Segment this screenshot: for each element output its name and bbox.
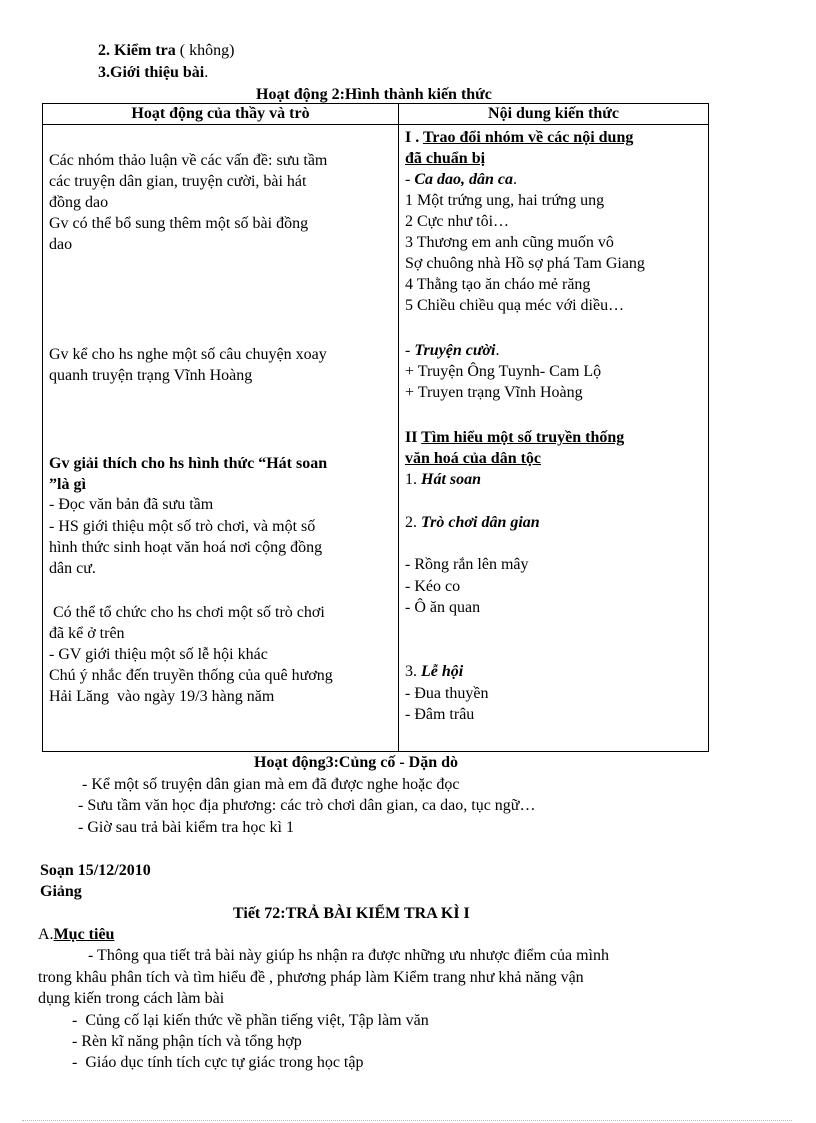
left-line: - GV giới thiệu một số lễ hội khác bbox=[49, 646, 268, 663]
soan-date: Soạn 15/12/2010 bbox=[40, 862, 151, 879]
left-line: ”là gì bbox=[49, 476, 86, 493]
le-hoi-heading bbox=[405, 661, 463, 682]
ca-dao-item: 1 Một trứng ung, hai trứng ung bbox=[405, 192, 605, 209]
left-line: dân cư. bbox=[49, 560, 96, 577]
truyen-cuoi-suffix: . bbox=[495, 342, 500, 359]
objective-bullet: - Củng cố lại kiến thức về phần tiếng việt, Tập làm văn bbox=[72, 1012, 429, 1029]
left-line: Chú ý nhắc đến truyền thống của quê hương bbox=[49, 667, 333, 684]
left-line: đã kể ở trên bbox=[49, 625, 125, 642]
intro-line bbox=[98, 62, 208, 83]
lesson-title: Tiết 72:TRẢ BÀI KIỂM TRA KÌ I bbox=[233, 905, 470, 922]
left-line: Gv kể cho hs nghe một số câu chuyện xoay bbox=[49, 346, 327, 363]
left-line: Có thể tổ chức cho hs chơi một số trò chơi bbox=[49, 604, 325, 621]
check-note: ( không) bbox=[175, 42, 235, 59]
ca-dao-item: 5 Chiều chiều quạ méc với diều… bbox=[405, 297, 625, 314]
page-bottom-divider bbox=[22, 1120, 792, 1121]
ca-dao-item: 4 Thằng tạo ăn cháo mẻ răng bbox=[405, 276, 591, 293]
objectives-label: Mục tiêu bbox=[53, 926, 115, 943]
ca-dao-prefix: - bbox=[405, 171, 415, 188]
left-line: đồng dao bbox=[49, 194, 109, 211]
activity3-item: - Sưu tầm văn học địa phương: các trò chơi dân gian, ca dao, tục ngữ… bbox=[78, 797, 536, 814]
left-line: - HS giới thiệu một số trò chơi, và một số bbox=[49, 518, 316, 535]
left-line: Gv giải thích cho hs hình thức “Hát soan bbox=[49, 455, 328, 472]
objective-bullet: - Giáo dục tính tích cực tự giác trong học tập bbox=[72, 1054, 364, 1071]
hat-soan-prefix: 1. bbox=[405, 471, 421, 488]
ca-dao-item: 2 Cực như tôi… bbox=[405, 213, 510, 230]
right-column bbox=[399, 125, 708, 751]
objectives-para: dụng kiến trong cách làm bài bbox=[38, 990, 225, 1007]
activity-table bbox=[42, 103, 709, 752]
section-ii-title-cont: văn hoá của dân tộc bbox=[405, 450, 542, 467]
left-line: Hải Lăng vào ngày 19/3 hàng năm bbox=[49, 688, 275, 705]
check-heading: 2. Kiểm tra bbox=[98, 42, 176, 59]
game-item: - Rồng rắn lên mây bbox=[405, 556, 529, 573]
le-hoi-prefix: 3. bbox=[405, 663, 421, 680]
header-knowledge: Nội dung kiến thức bbox=[399, 104, 709, 125]
section-i-title: Trao đổi nhóm về các nội dung bbox=[422, 129, 634, 146]
left-line: Gv có thể bổ sung thêm một số bài đồng bbox=[49, 215, 309, 232]
festival-item: - Đâm trâu bbox=[405, 706, 475, 723]
left-line: Các nhóm thảo luận về các vấn đề: sưu tầm bbox=[49, 152, 328, 169]
header-teacher-student: Hoạt động của thầy và trò bbox=[43, 104, 399, 125]
left-line: dao bbox=[49, 236, 73, 253]
intro-period: . bbox=[204, 64, 209, 81]
tro-choi-heading bbox=[405, 512, 540, 533]
ca-dao-label: Ca dao, dân ca bbox=[414, 171, 513, 188]
objectives-prefix: A. bbox=[38, 926, 54, 943]
tro-choi-prefix: 2. bbox=[405, 514, 421, 531]
left-line: hình thức sinh hoạt văn hoá nơi cộng đồng bbox=[49, 539, 323, 556]
truyen-cuoi-prefix: - bbox=[405, 342, 415, 359]
left-line: - Đọc văn bản đã sưu tầm bbox=[49, 496, 214, 513]
left-column bbox=[43, 125, 398, 751]
section-i-heading bbox=[405, 127, 633, 148]
section-ii-prefix: II bbox=[405, 429, 422, 446]
section-i-title-cont: đã chuẩn bị bbox=[405, 150, 486, 167]
left-line: các truyện dân gian, truyện cười, bài hát bbox=[49, 173, 307, 190]
objectives-para: trong khâu phân tích và tìm hiểu đề , phương pháp làm Kiểm trang như khả năng vận bbox=[38, 969, 584, 986]
truyen-cuoi-item: + Truyen trạng Vĩnh Hoàng bbox=[405, 384, 583, 401]
objective-bullet: - Rèn kĩ năng phận tích và tổng hợp bbox=[72, 1033, 302, 1050]
game-item: - Kéo co bbox=[405, 578, 461, 595]
ca-dao-heading bbox=[405, 169, 517, 190]
ca-dao-suffix: . bbox=[513, 171, 517, 188]
check-line bbox=[98, 40, 234, 61]
left-line: quanh truyện trạng Vĩnh Hoàng bbox=[49, 367, 253, 384]
activity3-title: Hoạt động3:Củng cố - Dặn dò bbox=[254, 754, 459, 771]
activity3-item: - Kể một số truyện dân gian mà em đã được nghe hoặc đọc bbox=[82, 776, 460, 793]
section-title: Hoạt động 2:Hình thành kiến thức bbox=[256, 86, 492, 103]
objectives-heading bbox=[38, 924, 114, 945]
hat-soan-label: Hát soan bbox=[421, 471, 482, 488]
intro-heading: 3.Giới thiệu bài bbox=[98, 64, 205, 81]
activity3-item: - Giờ sau trả bài kiểm tra học kì 1 bbox=[78, 819, 294, 836]
truyen-cuoi-label: Truyện cười bbox=[414, 342, 496, 359]
festival-item: - Đua thuyền bbox=[405, 685, 489, 702]
truyen-cuoi-item: + Truyện Ông Tuynh- Cam Lộ bbox=[405, 363, 602, 380]
truyen-cuoi-heading bbox=[405, 340, 499, 361]
giang-label: Giảng bbox=[40, 883, 82, 900]
section-ii-heading bbox=[405, 427, 624, 448]
objectives-para: - Thông qua tiết trả bài này giúp hs nhận ra được những ưu nhược điểm của mình bbox=[88, 947, 609, 964]
le-hoi-label: Lễ hội bbox=[421, 663, 464, 680]
section-i-prefix: I . bbox=[405, 129, 423, 146]
ca-dao-item: 3 Thương em anh cũng muốn vô bbox=[405, 234, 614, 251]
section-ii-title: Tìm hiểu một số truyền thống bbox=[421, 429, 625, 446]
ca-dao-item: Sợ chuông nhà Hồ sợ phá Tam Giang bbox=[405, 255, 645, 272]
game-item: - Ô ăn quan bbox=[405, 599, 481, 616]
hat-soan-heading bbox=[405, 469, 481, 490]
tro-choi-label: Trò chơi dân gian bbox=[421, 514, 540, 531]
